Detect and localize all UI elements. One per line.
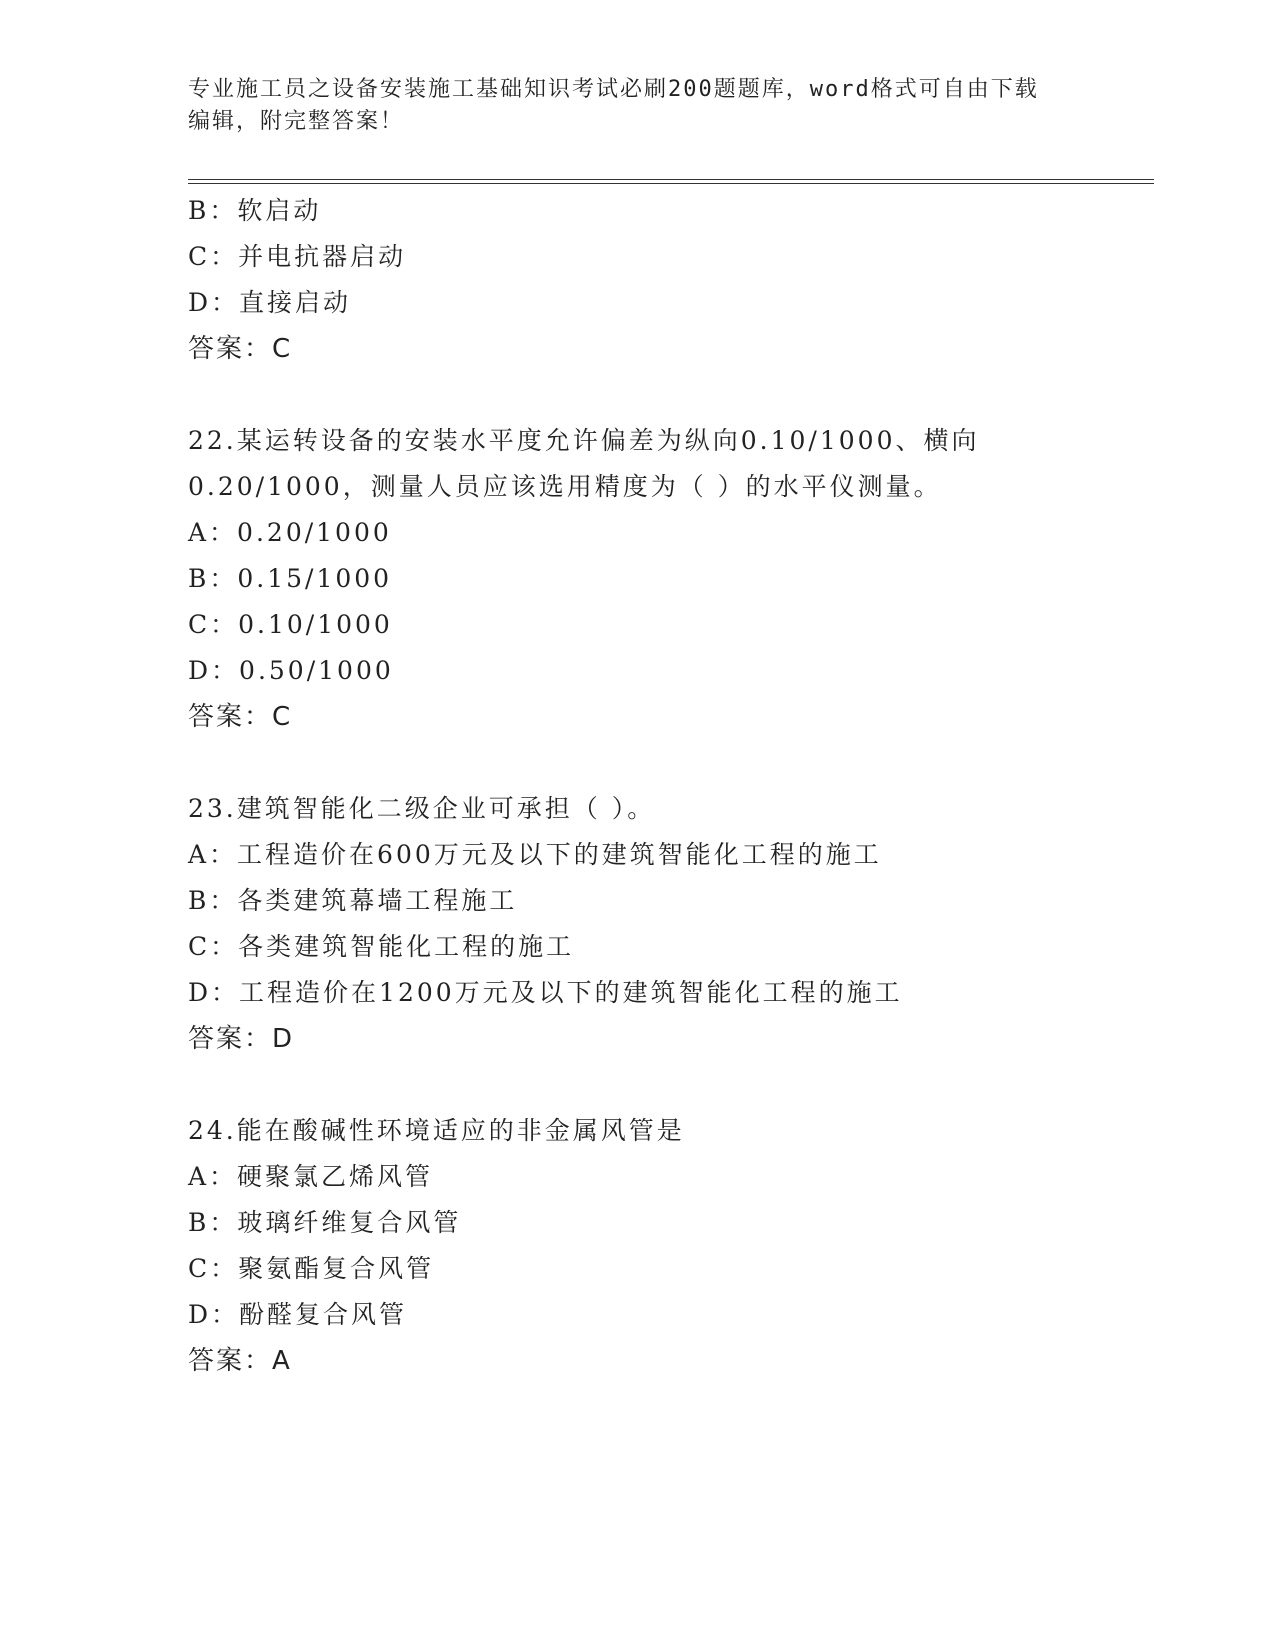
option-a: A：硬聚氯乙烯风管: [188, 1162, 434, 1191]
answer-line: 答案：A: [188, 1346, 292, 1376]
header-divider-bottom: [188, 183, 1154, 184]
question-23: [188, 786, 1148, 1062]
answer-line: 答案：C: [188, 334, 293, 364]
page-header: [188, 74, 1088, 138]
question-stem: 24.能在酸碱性环境适应的非金属风管是: [188, 1116, 685, 1145]
option-a: A：0.20/1000: [188, 518, 392, 547]
answer-line: 答案：D: [188, 1024, 295, 1054]
answer-line: 答案：C: [188, 702, 293, 732]
spacer: [188, 372, 1148, 418]
header-title-line-1: 专业施工员之设备安装施工基础知识考试必刷200题题库，word格式可自由下载: [188, 77, 1039, 102]
question-content: [188, 188, 1148, 1384]
spacer: [188, 740, 1148, 786]
question-24: [188, 1108, 1148, 1384]
question-22: [188, 418, 1148, 740]
option-c: C：聚氨酯复合风管: [188, 1254, 435, 1283]
option-a: A：工程造价在600万元及以下的建筑智能化工程的施工: [188, 840, 882, 869]
option-d: D：直接启动: [188, 288, 352, 317]
option-d: D：工程造价在1200万元及以下的建筑智能化工程的施工: [188, 978, 903, 1007]
question-stem: 22.某运转设备的安装水平度允许偏差为纵向0.10/1000、横向: [188, 426, 980, 455]
option-c: C：各类建筑智能化工程的施工: [188, 932, 575, 961]
option-c: C：0.10/1000: [188, 610, 393, 639]
option-d: D：0.50/1000: [188, 656, 394, 685]
option-b: B：软启动: [188, 196, 322, 225]
option-b: B：玻璃纤维复合风管: [188, 1208, 462, 1237]
option-b: B：0.15/1000: [188, 564, 393, 593]
option-c: C：并电抗器启动: [188, 242, 407, 271]
question-stem-continued: 0.20/1000，测量人员应该选用精度为（ ）的水平仪测量。: [188, 472, 942, 501]
option-d: D：酚醛复合风管: [188, 1300, 408, 1329]
header-title-line-2: 编辑，附完整答案！: [188, 109, 405, 134]
header-divider-top: [188, 179, 1154, 180]
question-stem: 23.建筑智能化二级企业可承担（ ）。: [188, 794, 656, 823]
spacer: [188, 1062, 1148, 1108]
question-21: [188, 188, 1148, 372]
option-b: B：各类建筑幕墙工程施工: [188, 886, 518, 915]
